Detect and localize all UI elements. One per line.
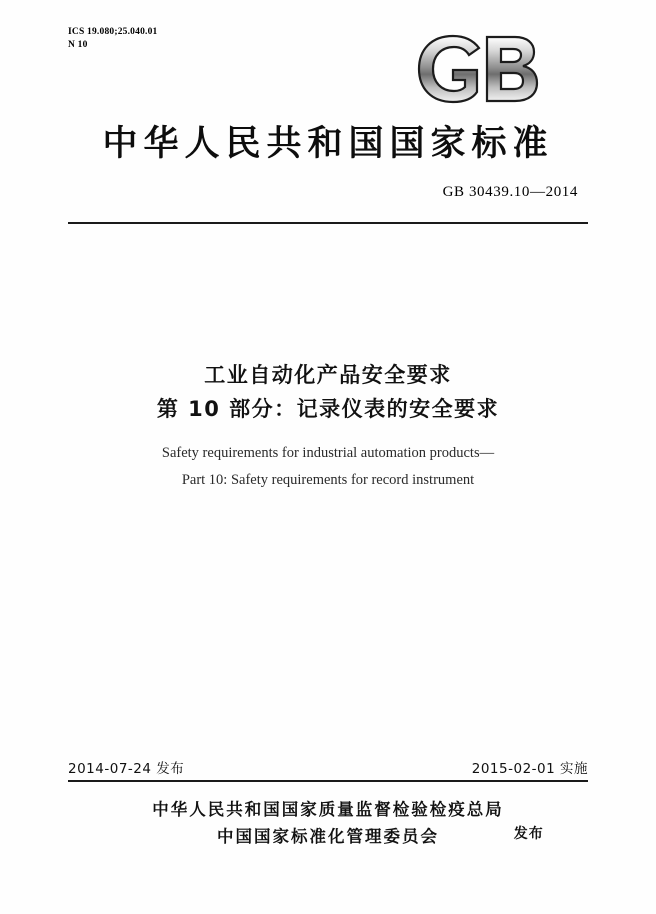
standard-title-cn-line-1: 工业自动化产品安全要求 (204, 363, 452, 387)
effective-date: 2015-02-01 实施 (471, 761, 588, 777)
gb-logo-icon (413, 30, 543, 108)
ics-classification (68, 26, 158, 52)
issuing-authority (0, 796, 656, 850)
issuer-line-1: 中华人民共和国国家质量监督检验检疫总局 (152, 800, 504, 819)
national-standard-title: 中华人民共和国国家标准 (102, 124, 554, 164)
standard-title-en-line-1: Safety requirements for industrial automation products— (161, 445, 495, 461)
issuer-lines (152, 796, 544, 850)
standard-number: GB 30439.10—2014 (442, 184, 578, 200)
issue-date: 2014-07-24 发布 (68, 761, 185, 777)
issue-word: 发布 (513, 826, 544, 842)
standard-title-en-line-2: Part 10: Safety requirements for record instrument (181, 472, 475, 488)
issuer-line-2: 中国国家标准化管理委员会 (217, 827, 439, 846)
standard-title-en (0, 440, 656, 494)
standard-title-cn (0, 358, 656, 426)
ics-line-2: N 10 (68, 40, 88, 50)
standard-title-cn-line-2: 第 10 部分：记录仪表的安全要求 (156, 397, 500, 421)
header-divider (68, 222, 588, 224)
ics-line-1: ICS 19.080;25.040.01 (68, 27, 158, 37)
footer-divider (68, 780, 588, 782)
dates-row (68, 757, 588, 777)
